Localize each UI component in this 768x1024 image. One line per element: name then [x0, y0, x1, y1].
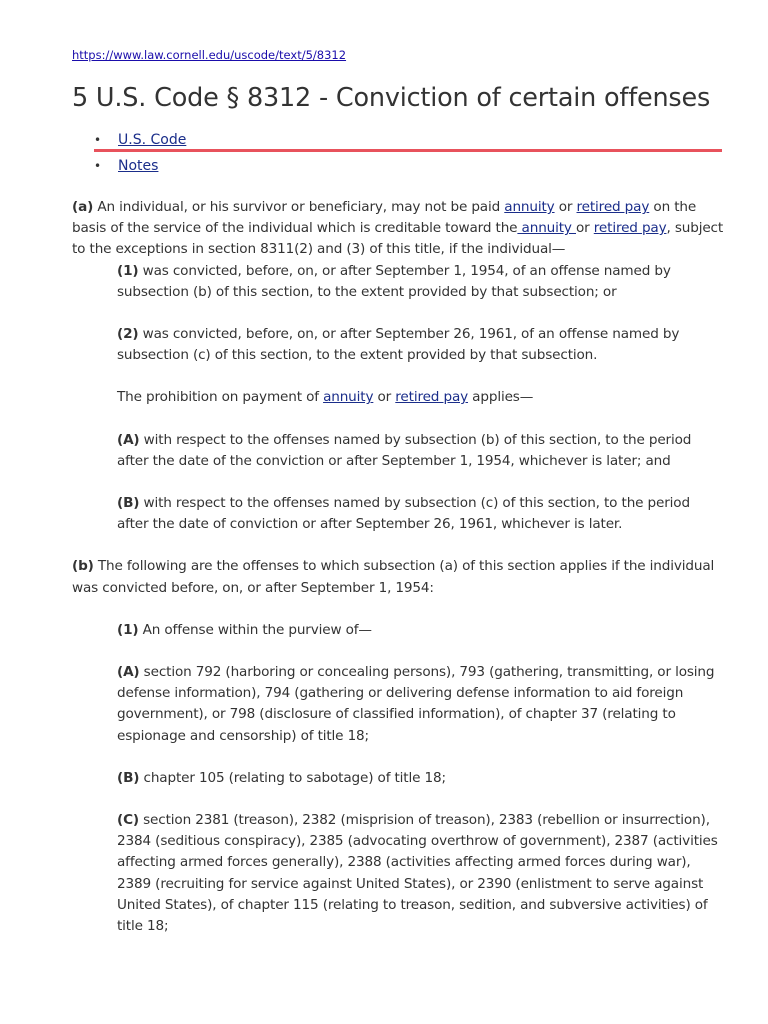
subparagraph-text: section 792 (harboring or concealing persons), 793 (gathering, transmitting, or losing defense information), 794 (gathering or delivering defense information to aid foreign government), or 798 (disclosure of classified information), of chapter 37 (relating to espionage and censorship) of title 18;: [117, 664, 715, 744]
retired-pay-link[interactable]: retired pay: [395, 389, 469, 406]
section-tabs: [72, 127, 724, 179]
paragraph-text: An offense within the purview of—: [138, 621, 372, 638]
subparagraph-marker: (A): [117, 664, 140, 681]
paragraph-text: was convicted, before, on, or after September 26, 1961, of an offense named by subsection (c) of this section, to the extent provided by that subsection.: [117, 326, 680, 364]
paragraph-a-1: [72, 261, 724, 303]
conjunction-text: or: [554, 199, 577, 215]
subparagraph-a-A: [72, 430, 724, 472]
subparagraph-text: with respect to the offenses named by subsection (c) of this section, to the period after the date of conviction or after September 26, 1961, whichever is later.: [117, 495, 690, 533]
subparagraph-a-B: [72, 493, 724, 535]
subsection-marker: (a): [72, 199, 94, 215]
subparagraph-b-C: [72, 810, 724, 937]
tab-notes-link[interactable]: Notes: [118, 158, 159, 174]
subsection-b: [72, 556, 724, 598]
bullet-icon: •: [94, 133, 102, 147]
paragraph-marker: (2): [117, 326, 139, 343]
bullet-icon: •: [94, 159, 102, 173]
conjunction-text: or: [373, 389, 396, 406]
tab-us-code-link[interactable]: U.S. Code: [118, 132, 187, 148]
retired-pay-link[interactable]: retired pay: [593, 220, 667, 237]
paragraph-b-1: [72, 620, 724, 641]
paragraph-marker: (1): [117, 621, 139, 638]
annuity-link[interactable]: annuity: [323, 389, 374, 406]
subparagraph-b-A: [72, 662, 724, 747]
statute-text: [72, 197, 724, 937]
page-title: 5 U.S. Code § 8312 - Conviction of certain offenses: [72, 83, 711, 113]
subparagraph-text: with respect to the offenses named by subsection (b) of this section, to the period after the date of the conviction or after September 1, 1954, whichever is later; and: [117, 431, 692, 469]
subparagraph-text: chapter 105 (relating to sabotage) of title 18;: [139, 769, 446, 786]
paragraph-text: was convicted, before, on, or after September 1, 1954, of an offense named by subsection (b) of this section, to the extent provided by that subsection; or: [117, 262, 671, 300]
subsection-marker: (b): [72, 558, 94, 575]
subsection-a-text: , subject to the exceptions in section 8311(2) and (3) of this title, if the individual—: [72, 220, 724, 258]
conjunction-text: or: [576, 220, 594, 237]
subsection-a-text: on the basis of the service of the individual which is creditable toward the: [72, 199, 697, 237]
subparagraph-marker: (C): [117, 812, 139, 829]
subsection-b-text: The following are the offenses to which subsection (a) of this section applies if the individual was convicted before, on, or after September 1, 1954:: [72, 558, 715, 596]
paragraph-a-2: [72, 324, 724, 366]
subparagraph-text: section 2381 (treason), 2382 (misprision of treason), 2383 (rebellion or insurrection), 2384 (seditious conspiracy), 2385 (advocating overthrow of government), 2387 (activities affecting armed forces generally), 2388 (activities affecting armed forces during war), 2389 (recruiting for service against United States), or 2390 (enlistment to serve against United States), of chapter 115 (relating to treason, sedition, and subversive activities) of title 18;: [117, 812, 718, 935]
subparagraph-b-B: [72, 768, 724, 789]
subsection-a-text: An individual, or his survivor or beneficiary, may not be paid: [93, 199, 505, 215]
subparagraph-marker: (B): [117, 769, 140, 786]
tab-notes: [94, 153, 724, 179]
subparagraph-marker: (A): [117, 431, 140, 448]
source-url-link[interactable]: https://www.law.cornell.edu/uscode/text/5/8312: [72, 48, 347, 62]
subparagraph-marker: (B): [117, 495, 140, 512]
annuity-link[interactable]: annuity: [517, 220, 576, 237]
paragraph-marker: (1): [117, 262, 139, 279]
annuity-link[interactable]: annuity: [504, 199, 555, 215]
prohibition-paragraph: [72, 387, 724, 408]
retired-pay-link[interactable]: retired pay: [576, 199, 650, 215]
paragraph-text: The prohibition on payment of: [117, 389, 324, 406]
paragraph-text: applies—: [468, 389, 534, 406]
subsection-a: [72, 197, 724, 261]
tab-us-code: [94, 127, 724, 153]
